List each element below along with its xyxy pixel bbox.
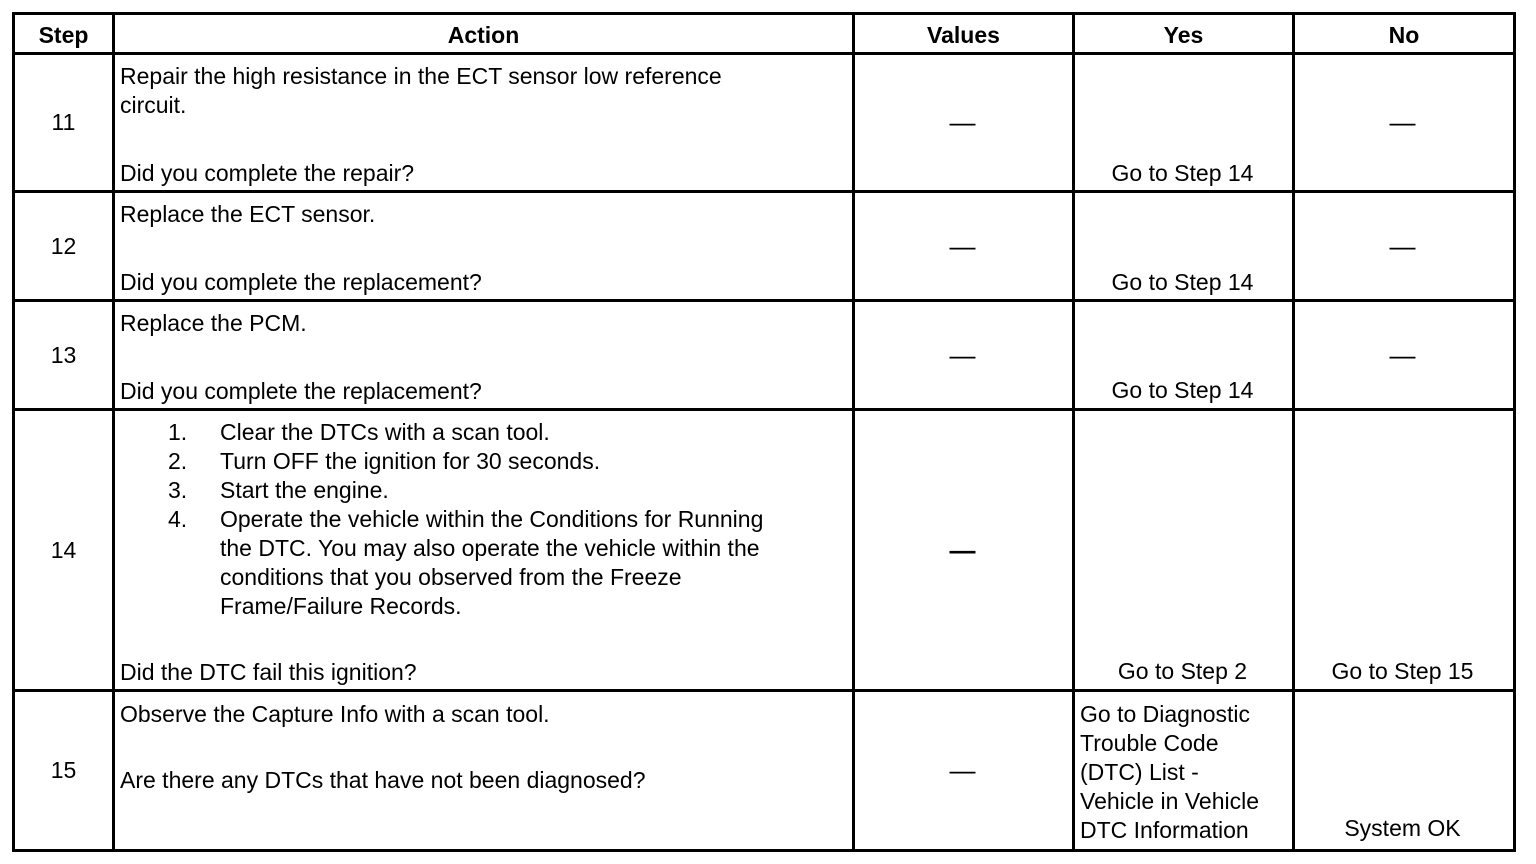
list-text: Turn OFF the ignition for 30 seconds. [220, 448, 601, 474]
yes-link[interactable]: Go to Step 14 [1111, 377, 1254, 403]
values-cell: — [949, 339, 976, 370]
yes-link[interactable]: Go to Step 2 [1117, 658, 1248, 684]
step-number: 15 [50, 757, 77, 783]
yes-link-line: (DTC) List - [1080, 759, 1199, 785]
list-item [120, 476, 830, 505]
list-item [120, 505, 830, 621]
action-line: Observe the Capture Info with a scan tool. [120, 701, 550, 727]
yes-link-line: DTC Information [1080, 817, 1249, 843]
list-number: 1. [168, 419, 188, 445]
yes-link-line: Go to Diagnostic [1080, 701, 1251, 727]
action-question: Are there any DTCs that have not been diagnosed? [120, 767, 646, 793]
action-question: Did you complete the repair? [120, 160, 415, 186]
action-line: Repair the high resistance in the ECT sensor low reference [120, 63, 722, 89]
header-yes: Yes [1163, 21, 1204, 48]
no-cell: — [1389, 339, 1416, 370]
action-line: Replace the ECT sensor. [120, 201, 376, 227]
action-question: Did you complete the replacement? [120, 269, 482, 295]
yes-link[interactable]: Go to Step 14 [1111, 269, 1254, 295]
values-cell: — [949, 107, 976, 137]
list-number: 3. [168, 477, 188, 503]
row-divider [12, 190, 1516, 193]
no-link[interactable]: Go to Step 15 [1331, 658, 1474, 684]
header-action: Action [447, 21, 520, 48]
values-cell: — [949, 230, 976, 261]
yes-link[interactable]: Go to Step 14 [1111, 160, 1254, 186]
list-item [120, 418, 830, 447]
list-text: Frame/Failure Records. [220, 593, 462, 619]
step-number: 14 [50, 536, 77, 563]
list-text: Start the engine. [220, 477, 389, 503]
list-text: Operate the vehicle within the Conditions for Running [220, 506, 764, 532]
list-number: 2. [168, 448, 188, 474]
row-divider [12, 299, 1516, 302]
header-no: No [1388, 21, 1420, 48]
action-question: Did the DTC fail this ignition? [120, 659, 417, 685]
column-divider [1072, 12, 1075, 852]
values-cell: — [949, 755, 976, 785]
column-divider [112, 12, 115, 852]
step-number: 12 [50, 232, 77, 259]
action-question: Did you complete the replacement? [120, 378, 482, 404]
procedure-list [120, 418, 830, 621]
action-line: circuit. [120, 92, 187, 118]
list-item [120, 447, 830, 476]
row-divider [12, 689, 1516, 692]
header-values: Values [927, 21, 1000, 48]
yes-link-line: Vehicle in Vehicle [1080, 788, 1260, 814]
step-number: 13 [50, 341, 77, 368]
list-text: the DTC. You may also operate the vehicle within the [220, 535, 760, 561]
list-number: 4. [168, 506, 188, 532]
yes-link[interactable] [1080, 700, 1285, 845]
list-text: conditions that you observed from the Freeze [220, 564, 682, 590]
action-line: Replace the PCM. [120, 310, 307, 336]
row-divider [12, 408, 1516, 411]
list-text: Clear the DTCs with a scan tool. [220, 419, 550, 445]
step-number: 11 [51, 109, 76, 135]
no-cell: — [1389, 107, 1416, 137]
yes-link-line: Trouble Code [1080, 730, 1219, 756]
no-result: System OK [1344, 815, 1461, 841]
header-step: Step [38, 21, 89, 48]
no-cell: — [1389, 230, 1416, 261]
values-cell: — [949, 534, 976, 565]
